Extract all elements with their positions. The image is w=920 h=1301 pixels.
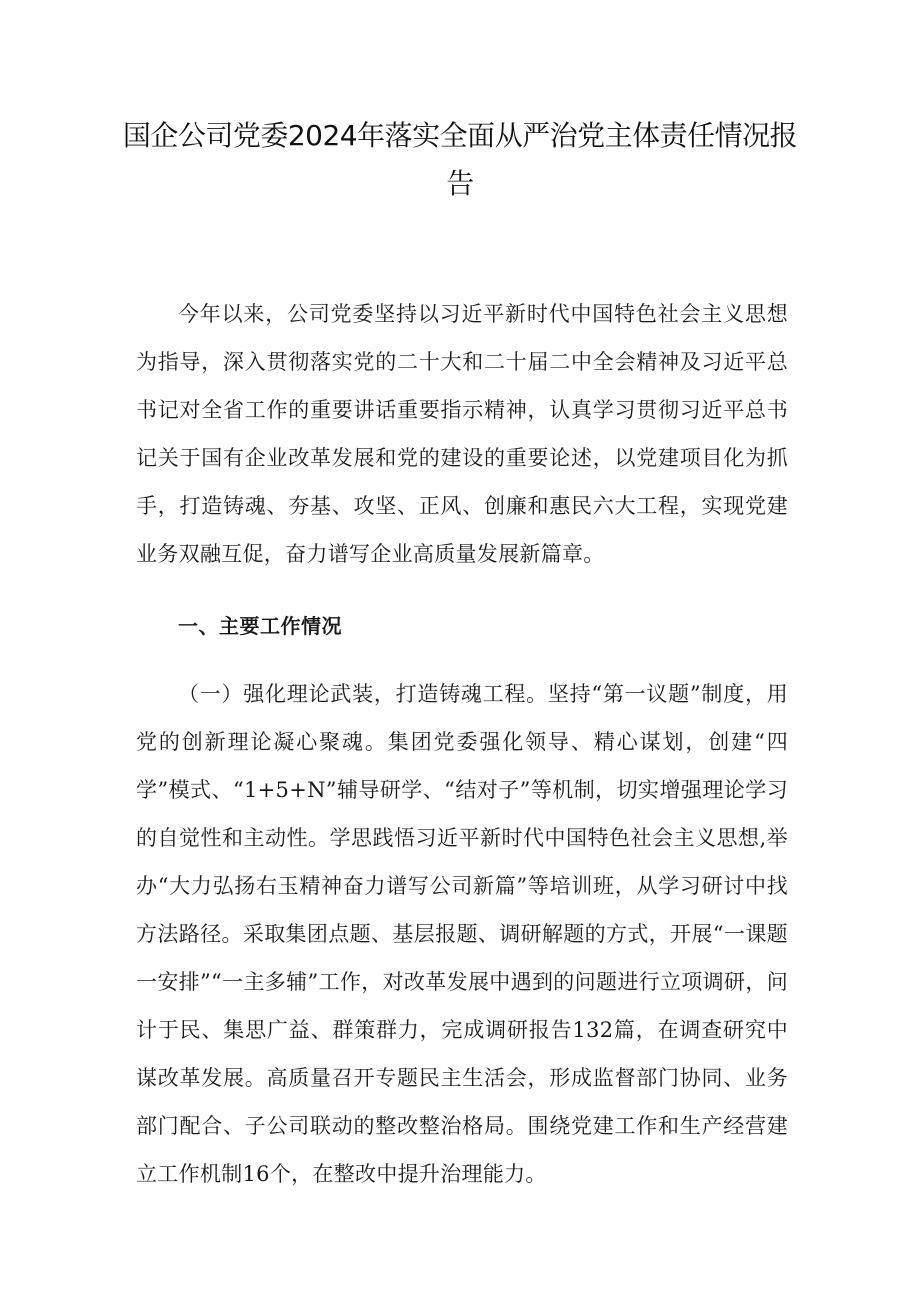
section-heading: 一、主要工作情况 xyxy=(178,614,342,638)
intro-paragraph: 今年以来，公司党委坚持以习近平新时代中国特色社会主义思想为指导，深入贯彻落实党的二十大和二十届二中全会精神及习近平总书记对全省工作的重要讲话重要指示精神，认真学习贯彻习近平总书记关于国有企业改革发展和党的建设的重要论述，以党建项目化为抓手，打造铸魂、夯基、攻坚、正风、创廉和惠民六大工程，实现党建业务双融互促，奋力谱写企业高质量发展新篇章。 xyxy=(136,302,788,566)
subsection-paragraph: （一）强化理论武装，打造铸魂工程。坚持“第一议题”制度，用党的创新理论凝心聚魂。集团党委强化领导、精心谋划，创建“四学”模式、“1+5+N”辅导研学、“结对子”等机制，切实增强理论学习的自觉性和主动性。学思践悟习近平新时代中国特色社会主义思想,举办“大力弘扬右玉精神奋力谱写公司新篇”等培训班，从学习研讨中找方法路径。采取集团点题、基层报题、调研解题的方式，开展“一课题一安排”“一主多辅”工作，对改革发展中遇到的问题进行立项调研，问计于民、集思广益、群策群力，完成调研报告132篇，在调查研究中谋改革发展。高质量召开专题民主生活会，形成监督部门协同、业务部门配合、子公司联动的整改整治格局。围绕党建工作和生产经营建立工作机制16个，在整改中提升治理能力。 xyxy=(136,682,788,1186)
document-title: 国企公司党委2024年落实全面从严治党主体责任情况报告 xyxy=(122,119,798,200)
